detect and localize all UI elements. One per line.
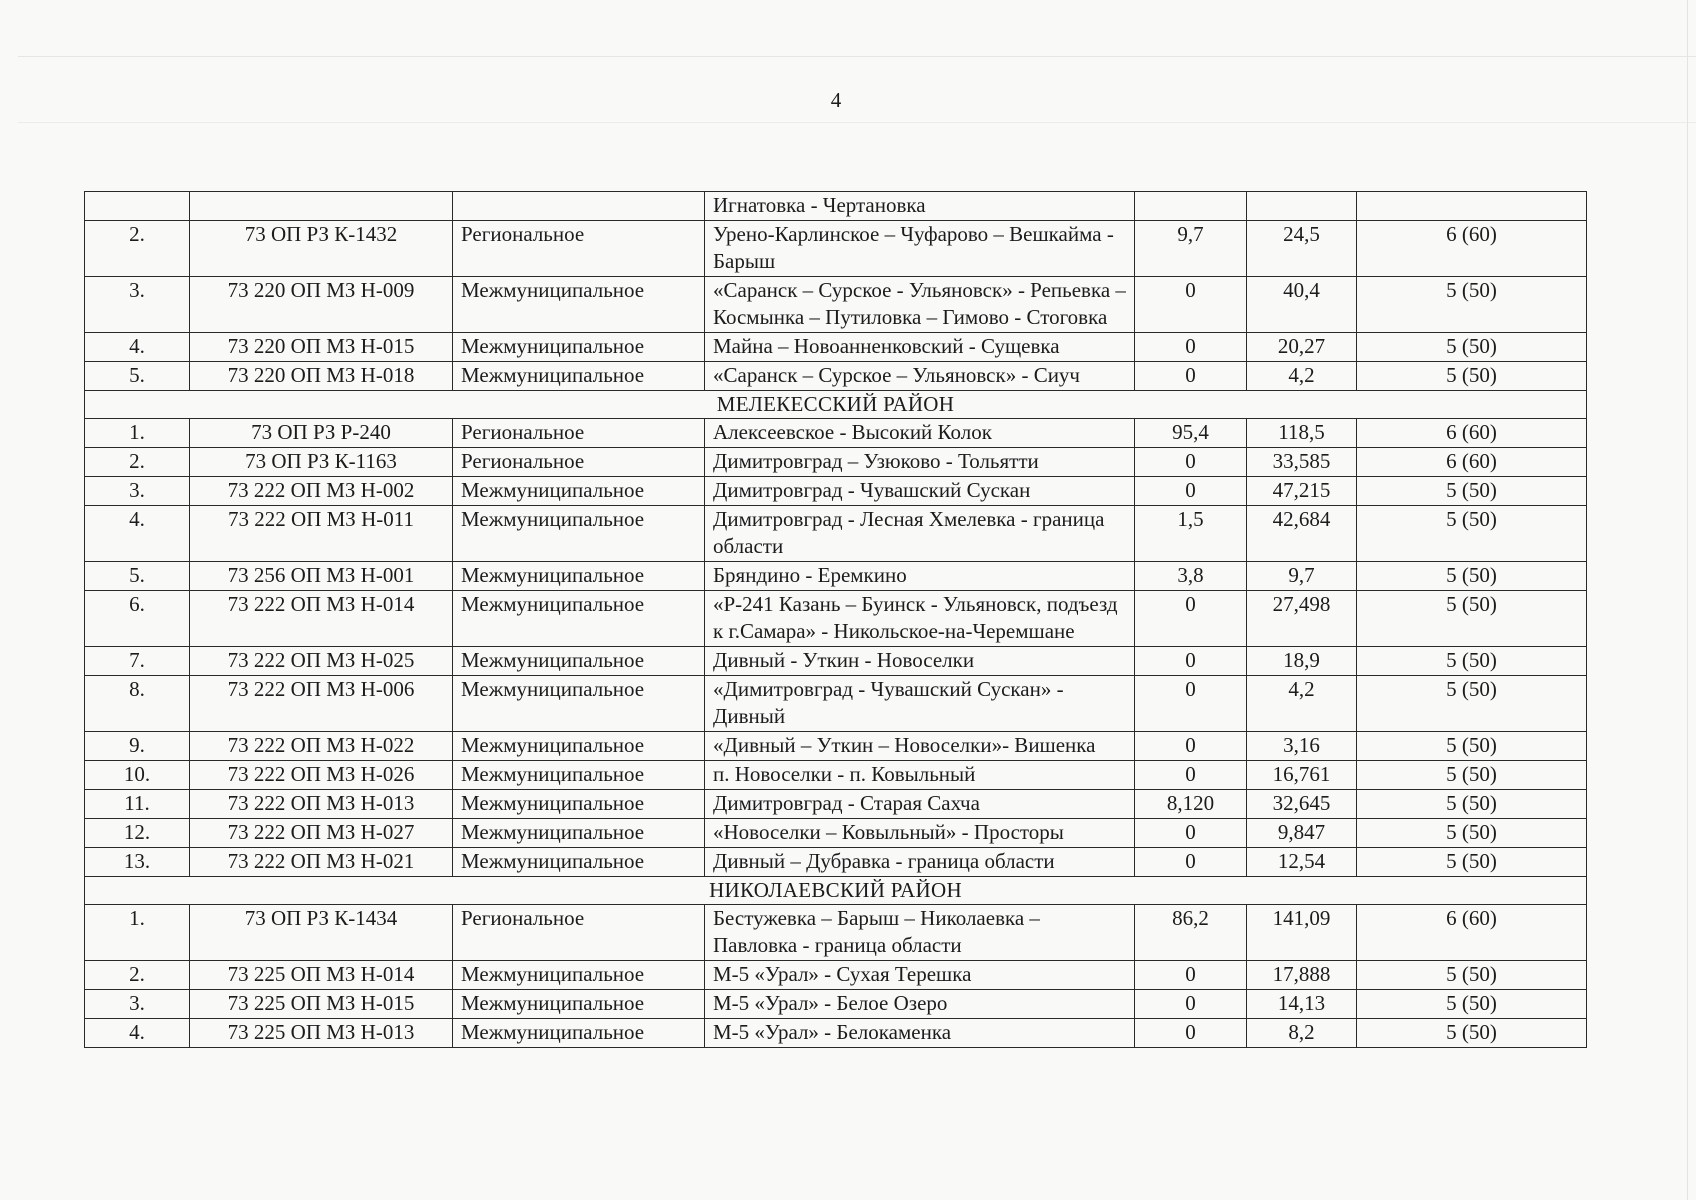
table-row [85, 647, 1587, 676]
cell-number: 4. [85, 1019, 190, 1048]
cell-road-type: Межмуниципальное [453, 477, 705, 506]
cell-road-name: «Димитровград - Чувашский Сускан» - Дивный [705, 676, 1135, 732]
cell-category: 5 (50) [1357, 506, 1587, 562]
table-row [85, 277, 1587, 333]
cell-category: 5 (50) [1357, 647, 1587, 676]
cell-road-id: 73 222 ОП МЗ Н-021 [190, 848, 453, 877]
cell-number: 5. [85, 362, 190, 391]
cell-start-km: 0 [1135, 848, 1247, 877]
cell-road-type: Региональное [453, 221, 705, 277]
cell-category: 6 (60) [1357, 221, 1587, 277]
district-title: НИКОЛАЕВСКИЙ РАЙОН [85, 877, 1587, 905]
cell-road-type: Межмуниципальное [453, 848, 705, 877]
cell-start-km: 9,7 [1135, 221, 1247, 277]
cell-road-id: 73 256 ОП МЗ Н-001 [190, 562, 453, 591]
cell-road-id: 73 225 ОП МЗ Н-013 [190, 1019, 453, 1048]
cell-category: 5 (50) [1357, 961, 1587, 990]
cell-road-id: 73 222 ОП МЗ Н-026 [190, 761, 453, 790]
district-header-row [85, 877, 1587, 905]
cell-category: 5 (50) [1357, 277, 1587, 333]
cell-road-id: 73 222 ОП МЗ Н-011 [190, 506, 453, 562]
cell-road-id: 73 222 ОП МЗ Н-014 [190, 591, 453, 647]
cell-number: 2. [85, 448, 190, 477]
scan-border-right [1687, 0, 1688, 1200]
cell-road-type: Межмуниципальное [453, 333, 705, 362]
cell-road-id: 73 220 ОП МЗ Н-015 [190, 333, 453, 362]
cell-road-id: 73 222 ОП МЗ Н-027 [190, 819, 453, 848]
cell-road-id: 73 222 ОП МЗ Н-002 [190, 477, 453, 506]
cell-road-name: «Р-241 Казань – Буинск - Ульяновск, подъезд к г.Самара» - Никольское-на-Черемшане [705, 591, 1135, 647]
cell-road-name: п. Новоселки - п. Ковыльный [705, 761, 1135, 790]
cell-road-name: Майна – Новоанненковский - Сущевка [705, 333, 1135, 362]
table-row [85, 333, 1587, 362]
cell-number: 4. [85, 333, 190, 362]
table-row [85, 848, 1587, 877]
cell-category: 5 (50) [1357, 990, 1587, 1019]
cell-end-km: 8,2 [1247, 1019, 1357, 1048]
cell-start-km: 0 [1135, 647, 1247, 676]
cell-road-type: Межмуниципальное [453, 1019, 705, 1048]
cell-road-name: «Дивный – Уткин – Новоселки»- Вишенка [705, 732, 1135, 761]
cell-start-km: 0 [1135, 362, 1247, 391]
cell-number: 7. [85, 647, 190, 676]
table-row [85, 221, 1587, 277]
cell-road-name: Бестужевка – Барыш – Николаевка – Павловка - граница области [705, 905, 1135, 961]
table-row [85, 676, 1587, 732]
cell-number: 4. [85, 506, 190, 562]
cell-road-type: Межмуниципальное [453, 591, 705, 647]
table-row [85, 448, 1587, 477]
cell-category: 5 (50) [1357, 333, 1587, 362]
cell-road-type: Межмуниципальное [453, 277, 705, 333]
cell-start-km: 0 [1135, 676, 1247, 732]
cell-start-km: 0 [1135, 448, 1247, 477]
cell-start-km: 3,8 [1135, 562, 1247, 591]
cell-road-name: Игнатовка - Чертановка [705, 192, 1135, 221]
cell-number [85, 192, 190, 221]
cell-road-id: 73 222 ОП МЗ Н-013 [190, 790, 453, 819]
cell-number: 1. [85, 419, 190, 448]
cell-road-name: Бряндино - Еремкино [705, 562, 1135, 591]
cell-category: 6 (60) [1357, 419, 1587, 448]
cell-start-km: 0 [1135, 961, 1247, 990]
cell-road-type: Региональное [453, 419, 705, 448]
table-row [85, 905, 1587, 961]
cell-road-id: 73 220 ОП МЗ Н-018 [190, 362, 453, 391]
cell-road-name: Алексеевское - Высокий Колок [705, 419, 1135, 448]
cell-road-id: 73 ОП РЗ К-1434 [190, 905, 453, 961]
cell-end-km: 14,13 [1247, 990, 1357, 1019]
cell-road-type: Межмуниципальное [453, 761, 705, 790]
cell-number: 1. [85, 905, 190, 961]
cell-start-km: 0 [1135, 591, 1247, 647]
cell-end-km: 118,5 [1247, 419, 1357, 448]
cell-road-id: 73 225 ОП МЗ Н-015 [190, 990, 453, 1019]
cell-road-name: М-5 «Урал» - Белое Озеро [705, 990, 1135, 1019]
cell-end-km: 47,215 [1247, 477, 1357, 506]
cell-start-km [1135, 192, 1247, 221]
table-row [85, 732, 1587, 761]
table-row [85, 819, 1587, 848]
cell-road-name: Урено-Карлинское – Чуфарово – Вешкайма - Барыш [705, 221, 1135, 277]
cell-road-type: Межмуниципальное [453, 990, 705, 1019]
cell-end-km: 20,27 [1247, 333, 1357, 362]
cell-road-id: 73 225 ОП МЗ Н-014 [190, 961, 453, 990]
cell-end-km: 9,7 [1247, 562, 1357, 591]
cell-road-name: «Саранск – Сурское - Ульяновск» - Репьевка – Космынка – Путиловка – Гимово - Стоговка [705, 277, 1135, 333]
cell-number: 8. [85, 676, 190, 732]
cell-start-km: 86,2 [1135, 905, 1247, 961]
district-title: МЕЛЕКЕССКИЙ РАЙОН [85, 391, 1587, 419]
table-row [85, 506, 1587, 562]
table-row [85, 790, 1587, 819]
scan-border-top [18, 56, 1696, 57]
cell-number: 11. [85, 790, 190, 819]
cell-start-km: 8,120 [1135, 790, 1247, 819]
cell-road-type: Межмуниципальное [453, 790, 705, 819]
cell-end-km: 4,2 [1247, 362, 1357, 391]
cell-number: 3. [85, 277, 190, 333]
cell-end-km: 16,761 [1247, 761, 1357, 790]
cell-road-id: 73 ОП РЗ Р-240 [190, 419, 453, 448]
cell-road-name: М-5 «Урал» - Сухая Терешка [705, 961, 1135, 990]
cell-number: 3. [85, 477, 190, 506]
cell-road-name: Димитровград - Чувашский Сускан [705, 477, 1135, 506]
cell-road-id: 73 ОП РЗ К-1432 [190, 221, 453, 277]
cell-road-type [453, 192, 705, 221]
cell-road-type: Межмуниципальное [453, 819, 705, 848]
cell-number: 6. [85, 591, 190, 647]
cell-category: 5 (50) [1357, 676, 1587, 732]
cell-end-km: 12,54 [1247, 848, 1357, 877]
cell-number: 12. [85, 819, 190, 848]
cell-road-name: «Новоселки – Ковыльный» - Просторы [705, 819, 1135, 848]
cell-category: 5 (50) [1357, 362, 1587, 391]
cell-road-type: Межмуниципальное [453, 506, 705, 562]
table-row [85, 362, 1587, 391]
cell-road-id [190, 192, 453, 221]
cell-start-km: 95,4 [1135, 419, 1247, 448]
cell-category: 5 (50) [1357, 819, 1587, 848]
cell-end-km: 32,645 [1247, 790, 1357, 819]
cell-road-id: 73 222 ОП МЗ Н-006 [190, 676, 453, 732]
table-row [85, 477, 1587, 506]
table-row [85, 562, 1587, 591]
cell-start-km: 0 [1135, 732, 1247, 761]
cell-road-id: 73 222 ОП МЗ Н-022 [190, 732, 453, 761]
cell-number: 3. [85, 990, 190, 1019]
cell-number: 13. [85, 848, 190, 877]
cell-end-km: 4,2 [1247, 676, 1357, 732]
table-row [85, 961, 1587, 990]
cell-end-km: 33,585 [1247, 448, 1357, 477]
cell-category: 5 (50) [1357, 790, 1587, 819]
cell-end-km: 141,09 [1247, 905, 1357, 961]
cell-start-km: 0 [1135, 333, 1247, 362]
cell-category: 5 (50) [1357, 591, 1587, 647]
cell-start-km: 0 [1135, 819, 1247, 848]
cell-road-type: Региональное [453, 905, 705, 961]
table-row [85, 591, 1587, 647]
cell-end-km: 42,684 [1247, 506, 1357, 562]
cell-end-km: 9,847 [1247, 819, 1357, 848]
cell-start-km: 1,5 [1135, 506, 1247, 562]
table-row [85, 1019, 1587, 1048]
cell-end-km: 40,4 [1247, 277, 1357, 333]
table-row-continuation [85, 192, 1587, 221]
cell-number: 5. [85, 562, 190, 591]
cell-road-name: Димитровград - Старая Сахча [705, 790, 1135, 819]
cell-number: 9. [85, 732, 190, 761]
cell-road-name: Димитровград - Лесная Хмелевка - граница области [705, 506, 1135, 562]
cell-road-type: Межмуниципальное [453, 676, 705, 732]
cell-category: 5 (50) [1357, 1019, 1587, 1048]
cell-road-name: М-5 «Урал» - Белокаменка [705, 1019, 1135, 1048]
cell-category: 5 (50) [1357, 732, 1587, 761]
cell-end-km [1247, 192, 1357, 221]
cell-category: 5 (50) [1357, 562, 1587, 591]
table-row [85, 990, 1587, 1019]
cell-category: 5 (50) [1357, 848, 1587, 877]
cell-road-id: 73 222 ОП МЗ Н-025 [190, 647, 453, 676]
cell-road-id: 73 220 ОП МЗ Н-009 [190, 277, 453, 333]
cell-start-km: 0 [1135, 477, 1247, 506]
cell-road-name: Дивный - Уткин - Новоселки [705, 647, 1135, 676]
cell-road-type: Межмуниципальное [453, 961, 705, 990]
roads-table-body [85, 192, 1587, 1048]
cell-road-type: Межмуниципальное [453, 732, 705, 761]
cell-road-type: Межмуниципальное [453, 647, 705, 676]
cell-end-km: 27,498 [1247, 591, 1357, 647]
cell-start-km: 0 [1135, 990, 1247, 1019]
cell-road-name: Дивный – Дубравка - граница области [705, 848, 1135, 877]
cell-number: 2. [85, 961, 190, 990]
cell-road-name: «Саранск – Сурское – Ульяновск» - Сиуч [705, 362, 1135, 391]
cell-category: 6 (60) [1357, 448, 1587, 477]
cell-road-type: Межмуниципальное [453, 362, 705, 391]
cell-road-id: 73 ОП РЗ К-1163 [190, 448, 453, 477]
cell-start-km: 0 [1135, 277, 1247, 333]
cell-number: 10. [85, 761, 190, 790]
cell-road-name: Димитровград – Узюково - Тольятти [705, 448, 1135, 477]
table-row [85, 419, 1587, 448]
cell-start-km: 0 [1135, 761, 1247, 790]
cell-end-km: 17,888 [1247, 961, 1357, 990]
table-row [85, 761, 1587, 790]
cell-road-type: Межмуниципальное [453, 562, 705, 591]
cell-number: 2. [85, 221, 190, 277]
cell-category: 5 (50) [1357, 761, 1587, 790]
cell-road-type: Региональное [453, 448, 705, 477]
district-header-row [85, 391, 1587, 419]
roads-table [84, 191, 1587, 1048]
cell-category [1357, 192, 1587, 221]
cell-end-km: 3,16 [1247, 732, 1357, 761]
cell-category: 6 (60) [1357, 905, 1587, 961]
cell-end-km: 18,9 [1247, 647, 1357, 676]
scan-border-header [18, 122, 1696, 123]
cell-start-km: 0 [1135, 1019, 1247, 1048]
cell-end-km: 24,5 [1247, 221, 1357, 277]
cell-category: 5 (50) [1357, 477, 1587, 506]
page-number: 4 [830, 88, 842, 112]
